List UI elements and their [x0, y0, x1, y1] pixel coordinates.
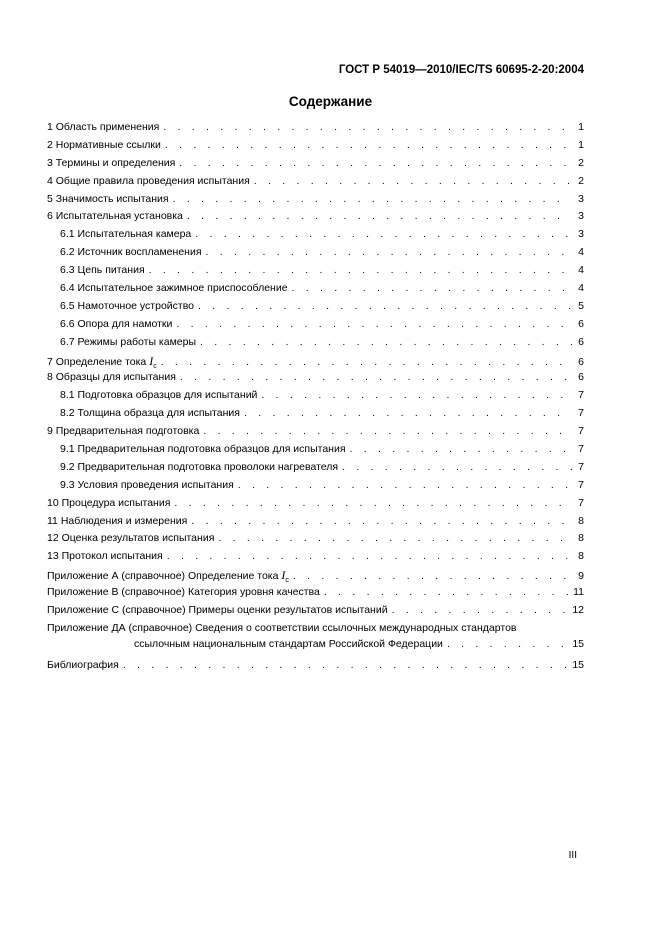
- toc-entry-10[interactable]: 10 Процедура испытания . . . 7: [47, 497, 584, 515]
- toc-entry-5[interactable]: 5 Значимость испытания . . . 3: [47, 193, 584, 211]
- document-header: ГОСТ Р 54019—2010/IEC/TS 60695-2-20:2004: [338, 64, 584, 76]
- toc-entry-6[interactable]: 6 Испытательная установка . . . 3: [47, 210, 584, 228]
- toc-entry-13[interactable]: 13 Протокол испытания . . . 8: [47, 550, 584, 568]
- toc-entry-6-2[interactable]: 6.2 Источник воспламенения . . . 4: [47, 246, 584, 264]
- toc-entry-6-4[interactable]: 6.4 Испытательное зажимное приспособление . . . 4: [47, 282, 584, 300]
- toc-entry-6-3[interactable]: 6.3 Цепь питания . . . 4: [47, 264, 584, 282]
- toc-entry-2[interactable]: 2 Нормативные ссылки . . . 1: [47, 139, 584, 157]
- toc-entry-12[interactable]: 12 Оценка результатов испытания . . . 8: [47, 532, 584, 550]
- current-symbol: I: [281, 568, 286, 583]
- toc-entry-9-2[interactable]: 9.2 Предварительная подготовка проволоки нагревателя . . . 7: [47, 461, 584, 479]
- toc-entry-annex-da-line2: ссылочным национальным стандартам Российской Федерации: [134, 637, 443, 650]
- toc-entry-3[interactable]: 3 Термины и определения . . . 2: [47, 157, 584, 175]
- toc-entry-6-6[interactable]: 6.6 Опора для намотки . . . 6: [47, 318, 584, 336]
- current-symbol: I: [149, 353, 154, 368]
- toc-entry-annex-c[interactable]: Приложение С (справочное) Примеры оценки результатов испытаний . . . 12: [47, 604, 584, 622]
- toc-entry-7[interactable]: 7 Определение тока $I_c$ . . . 6: [47, 354, 584, 372]
- current-subscript: c: [285, 577, 289, 585]
- page-number: III: [568, 850, 577, 861]
- toc-entry-4[interactable]: 4 Общие правила проведения испытания . . . 2: [47, 175, 584, 193]
- toc-entry-9[interactable]: 9 Предварительная подготовка . . . 7: [47, 425, 584, 443]
- current-subscript: c: [153, 362, 157, 370]
- toc-entry-1[interactable]: 1 Область применения . . . 1: [47, 121, 584, 139]
- toc-entry-6-5[interactable]: 6.5 Намоточное устройство . . . 5: [47, 300, 584, 318]
- toc-entry-6-7[interactable]: 6.7 Режимы работы камеры . . . 6: [47, 336, 584, 354]
- toc-entry-11[interactable]: 11 Наблюдения и измерения . . . 8: [47, 515, 584, 533]
- toc-entry-annex-b[interactable]: Приложение В (справочное) Категория уровня качества . . . 11: [47, 586, 584, 604]
- page-title: Содержание: [288, 94, 373, 109]
- toc-entry-8[interactable]: 8 Образцы для испытания . . . 6: [47, 371, 584, 389]
- toc-entry-9-1[interactable]: 9.1 Предварительная подготовка образцов для испытания . . . 7: [47, 443, 584, 461]
- toc-entry-8-1[interactable]: 8.1 Подготовка образцов для испытаний . . . 7: [47, 389, 584, 407]
- toc-entry-9-3[interactable]: 9.3 Условия проведения испытания . . . 7: [47, 479, 584, 497]
- toc-entry-8-2[interactable]: 8.2 Толщина образца для испытания . . . 7: [47, 407, 584, 425]
- toc-entry-6-1[interactable]: 6.1 Испытательная камера . . . 3: [47, 228, 584, 246]
- toc-entry-annex-a[interactable]: Приложение А (справочное) Определение тока $I_c$ . . . 9: [47, 568, 584, 586]
- toc-entry-bibliography[interactable]: Библиография . . . 15: [47, 659, 584, 677]
- table-of-contents: [47, 121, 584, 677]
- toc-entry-annex-da[interactable]: Приложение ДА (справочное) Сведения о соответствии ссылочных международных стандартов ссылочным национальным стандартам Российской Федерации . . . 15: [47, 622, 584, 656]
- toc-entry-annex-da-line1: Приложение ДА (справочное) Сведения о соответствии ссылочных международных стандартов: [47, 621, 517, 634]
